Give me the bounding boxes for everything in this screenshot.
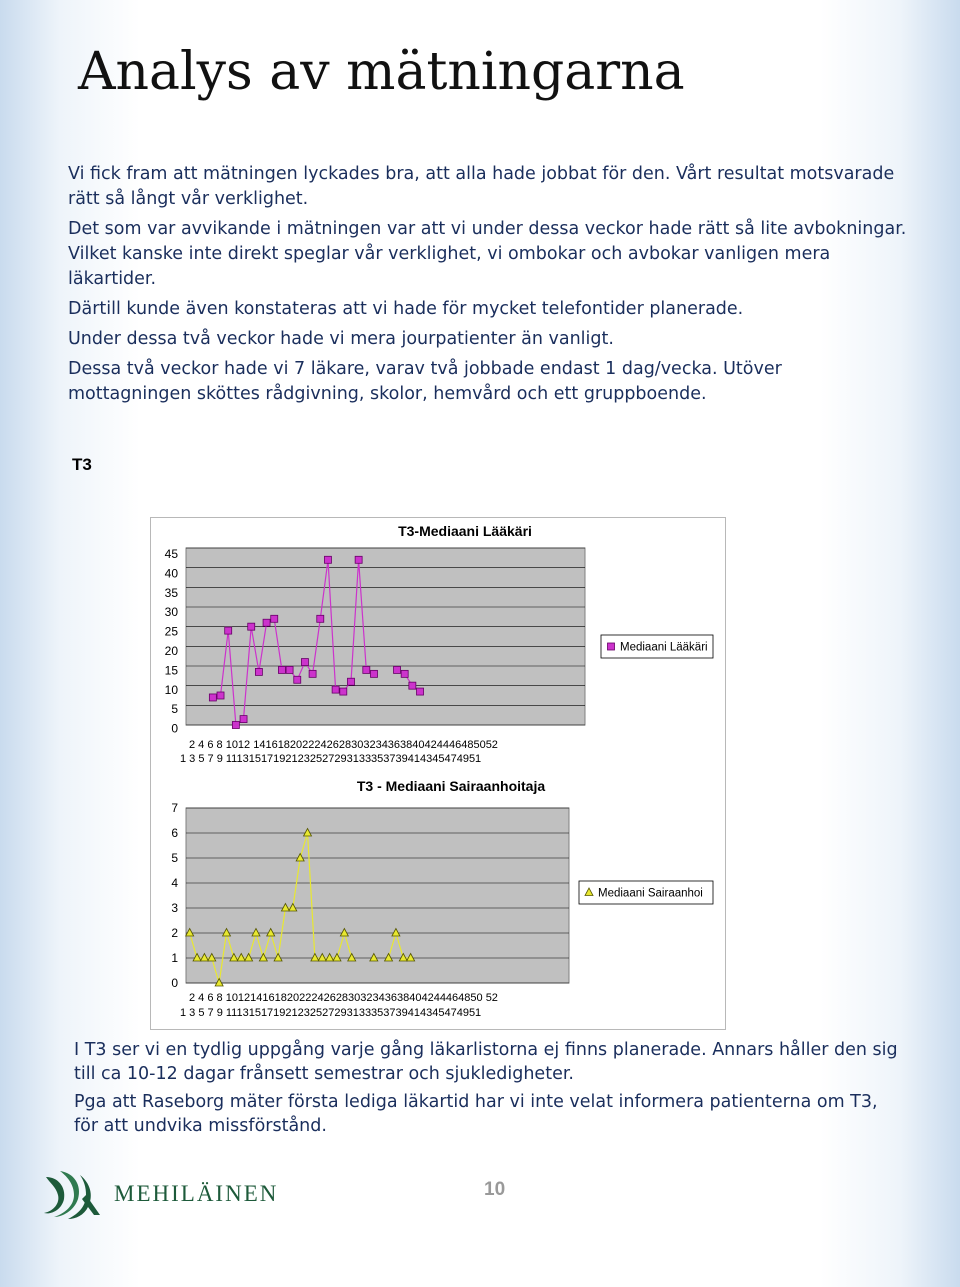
chart-2-x-tick-labels-odd: 1 3 5 7 9 111315171921232527293133353739414345474951 bbox=[180, 1007, 482, 1019]
chart-2-y-tick-label: 3 bbox=[171, 901, 178, 915]
chart-1-y-tick-label: 45 bbox=[164, 547, 178, 561]
chart-1-legend-label: Mediaani Lääkäri bbox=[620, 641, 708, 654]
chart-1-data-point bbox=[301, 659, 308, 666]
chart-2-y-tick-label: 0 bbox=[171, 976, 178, 990]
chart-2-x-tick-labels-even: 2 4 6 8 101214161820222426283032343638404244464850 52 bbox=[189, 992, 498, 1004]
chart-2-y-tick-label: 7 bbox=[171, 801, 178, 815]
chart-1-y-tick-label: 15 bbox=[164, 663, 178, 678]
chart-1-data-point bbox=[332, 686, 339, 693]
intro-paragraph-1: Vi fick fram att mätningen lyckades bra, att alla hade jobbat för den. Vårt resultat motsvarade rätt så långt vår verklighet. bbox=[68, 164, 895, 209]
chart-1-data-point bbox=[347, 678, 354, 685]
charts-canvas bbox=[151, 518, 725, 1029]
chart-1-data-point bbox=[278, 666, 285, 673]
chart-1-data-point bbox=[271, 615, 278, 622]
chart-1-x-tick-labels-odd: 1 3 5 7 9 111315171921232527293133353739414345474951 bbox=[180, 753, 482, 765]
chart-2-y-tick-label: 6 bbox=[171, 826, 178, 840]
intro-paragraph-4: Under dessa två veckor hade vi mera jourpatienter än vanligt. bbox=[68, 329, 614, 349]
section-label-t3: T3 bbox=[72, 455, 92, 474]
chart-1-y-tick-label: 20 bbox=[164, 644, 178, 658]
chart-1-data-point bbox=[294, 676, 301, 683]
chart-1-data-point bbox=[340, 688, 347, 695]
chart-1-data-point bbox=[355, 556, 362, 563]
chart-1-data-point bbox=[370, 670, 377, 677]
chart-1-y-tick-label: 40 bbox=[164, 566, 178, 581]
chart-1-data-point bbox=[394, 666, 401, 673]
logo-wordmark: MEHILÄINEN bbox=[114, 1181, 279, 1206]
chart-1-data-point bbox=[363, 666, 370, 673]
chart-1-plot-area bbox=[186, 548, 585, 725]
chart-2-y-tick-label: 4 bbox=[171, 876, 178, 890]
chart-2-y-tick-label: 5 bbox=[171, 851, 178, 865]
chart-1-data-point bbox=[209, 694, 216, 701]
chart-1-y-tick-label: 5 bbox=[171, 702, 178, 717]
conclusion-paragraph-2: Pga att Raseborg mäter första lediga läkartid har vi inte velat informera patienterna om T3, för att undvika missförstånd. bbox=[74, 1092, 878, 1136]
chart-1-data-point bbox=[409, 682, 416, 689]
conclusion-paragraph-1: I T3 ser vi en tydlig uppgång varje gång läkarlistorna ej finns planerade. Annars håller den sig till ca 10-12 dagar frånsett semestrar och sjukledigheter. bbox=[74, 1040, 898, 1084]
chart-1-data-point bbox=[248, 623, 255, 630]
intro-paragraph-3: Därtill kunde även konstateras att vi hade för mycket telefontider planerade. bbox=[68, 299, 744, 319]
chart-1-y-tick-label: 30 bbox=[164, 605, 178, 620]
chart-1-legend-marker bbox=[608, 643, 615, 650]
intro-paragraph-5: Dessa två veckor hade vi 7 läkare, varav två jobbade endast 1 dag/vecka. Utöver mottagningen sköttes rådgivning, skolor, hemvård och ett gruppboende. bbox=[68, 359, 782, 404]
chart-1-data-point bbox=[255, 668, 262, 675]
mehilainen-logo bbox=[40, 1165, 300, 1221]
chart-2-y-tick-label: 2 bbox=[171, 926, 178, 940]
chart-2-plot-area bbox=[186, 808, 569, 983]
chart-1-data-point bbox=[217, 692, 224, 699]
chart-2-title: T3 - Mediaani Sairaanhoitaja bbox=[356, 778, 546, 794]
intro-paragraph-2: Det som var avvikande i mätningen var att vi under dessa veckor hade rätt så lite avbokningar. Vilket kanske inte direkt speglar vår verklighet, vi ombokar och avbokar vanligen mera läkartider. bbox=[68, 219, 907, 289]
chart-1-data-point bbox=[417, 688, 424, 695]
logo-mark bbox=[40, 1165, 300, 1221]
page-title: Analys av mätningarna bbox=[78, 42, 685, 102]
chart-1-data-point bbox=[225, 627, 232, 634]
chart-1-y-tick-label: 35 bbox=[164, 585, 178, 600]
chart-1-y-tick-label: 10 bbox=[164, 682, 178, 697]
chart-1-data-point bbox=[263, 619, 270, 626]
chart-1-data-point bbox=[309, 670, 316, 677]
page-number: 10 bbox=[484, 1179, 506, 1200]
conclusion-text bbox=[74, 1038, 904, 1142]
chart-1-title: T3-Mediaani Lääkäri bbox=[398, 523, 532, 539]
chart-1-data-point bbox=[317, 615, 324, 622]
chart-2-y-tick-label: 1 bbox=[171, 951, 178, 965]
chart-1-y-tick-label: 0 bbox=[171, 721, 178, 736]
chart-frame bbox=[150, 517, 726, 1030]
chart-1-data-point bbox=[401, 670, 408, 677]
chart-1-data-point bbox=[232, 722, 239, 729]
chart-1-data-point bbox=[286, 666, 293, 673]
chart-1-data-point bbox=[240, 716, 247, 723]
chart-1-data-point bbox=[324, 556, 331, 563]
chart-1-x-tick-labels-even: 2 4 6 8 1012 1416182022242628303234363840424446485052 bbox=[189, 739, 498, 751]
chart-1-y-tick-label: 25 bbox=[164, 624, 178, 639]
chart-2-legend-label: Mediaani Sairaanhoi bbox=[598, 887, 703, 900]
intro-text bbox=[68, 162, 908, 412]
